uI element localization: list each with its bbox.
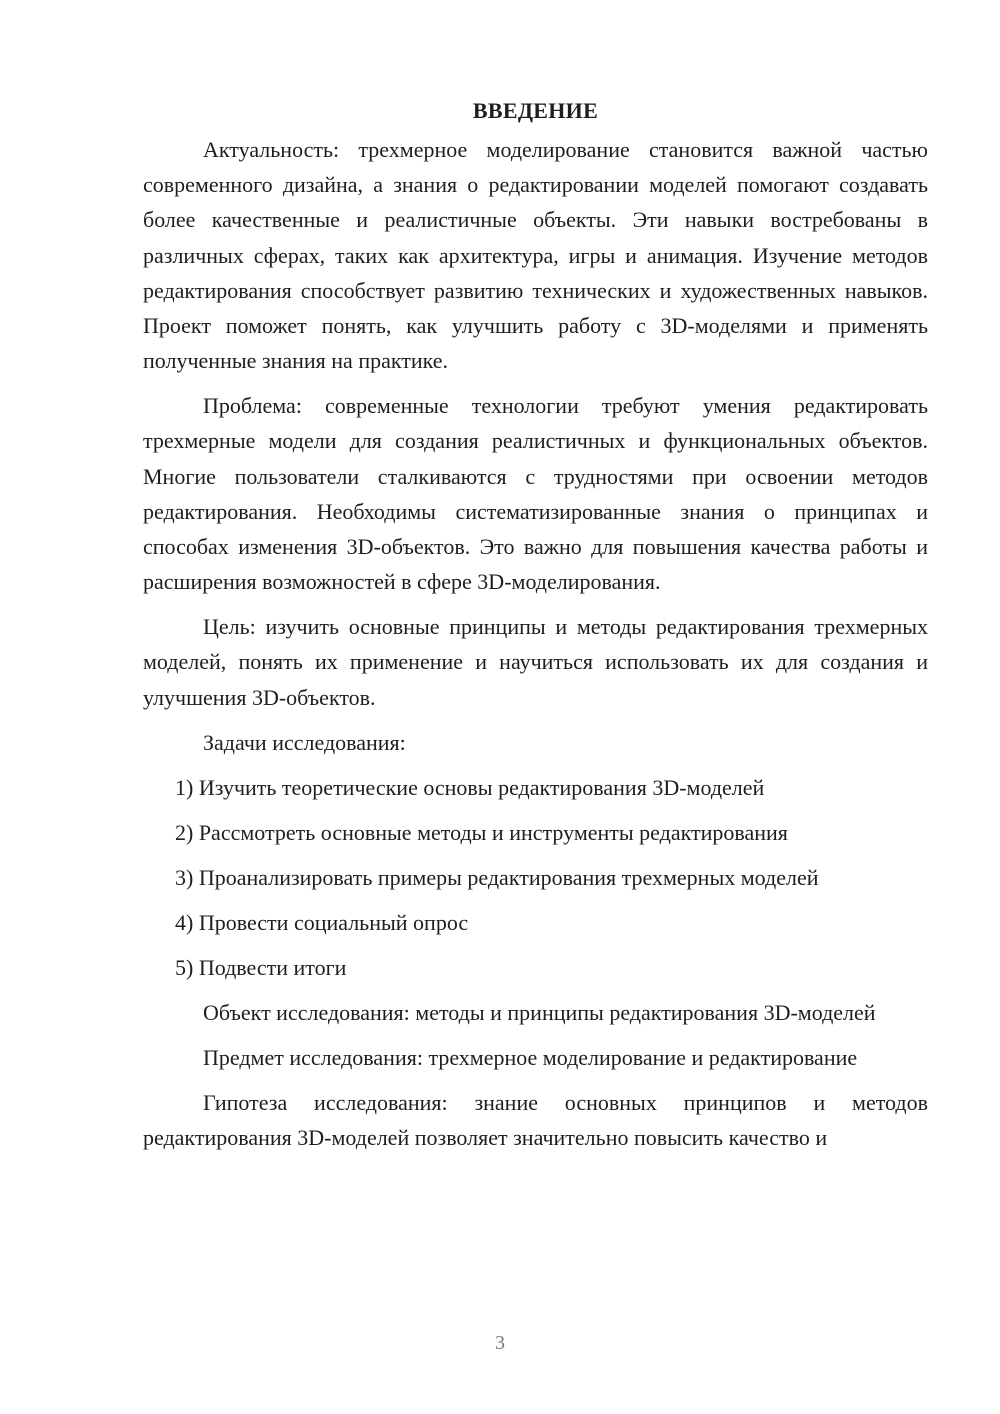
task-item-1: 1) Изучить теоретические основы редактирования 3D-моделей bbox=[175, 774, 765, 800]
section-heading: ВВЕДЕНИЕ bbox=[472, 98, 599, 123]
paragraph-relevance: Актуальность: трехмерное моделирование становится важной частью современного дизайна, а знания о редактировании моделей помогают создавать более качественные и реалистичные объекты. Эти навыки востребованы в различных сферах, таких как архитектура, игры и анимация. Изучение методов редактирования способствует развитию технических и художественных навыков. Проект поможет понять, как улучшить работу с 3D-моделями и применять полученные знания на практике. bbox=[143, 137, 928, 374]
task-item-2: 2) Рассмотреть основные методы и инструменты редактирования bbox=[175, 819, 788, 845]
task-item-4: 4) Провести социальный опрос bbox=[175, 909, 469, 935]
paragraph-hypothesis: Гипотеза исследования: знание основных принципов и методов редактирования 3D-моделей позволяет значительно повысить качество и bbox=[143, 1089, 928, 1150]
paragraph-object: Объект исследования: методы и принципы редактирования 3D-моделей bbox=[203, 999, 876, 1025]
paragraph-goal: Цель: изучить основные принципы и методы редактирования трехмерных моделей, понять их применение и научиться использовать их для создания и улучшения 3D-объектов. bbox=[143, 614, 928, 710]
page-number: 3 bbox=[495, 1332, 505, 1354]
paragraph-subject: Предмет исследования: трехмерное моделирование и редактирование bbox=[203, 1044, 858, 1070]
document-page bbox=[143, 96, 928, 1165]
task-item-3: 3) Проанализировать примеры редактирования трехмерных моделей bbox=[175, 864, 819, 890]
paragraph-problem: Проблема: современные технологии требуют умения редактировать трехмерные модели для создания реалистичных и функциональных объектов. Многие пользователи сталкиваются с трудностями при освоении методов редактирования. Необходимы систематизированные знания о принципах и способах изменения 3D-объектов. Это важно для повышения качества работы и расширения возможностей в сфере 3D-моделирования. bbox=[143, 393, 928, 595]
tasks-title: Задачи исследования: bbox=[203, 729, 406, 755]
task-item-5: 5) Подвести итоги bbox=[175, 954, 347, 980]
